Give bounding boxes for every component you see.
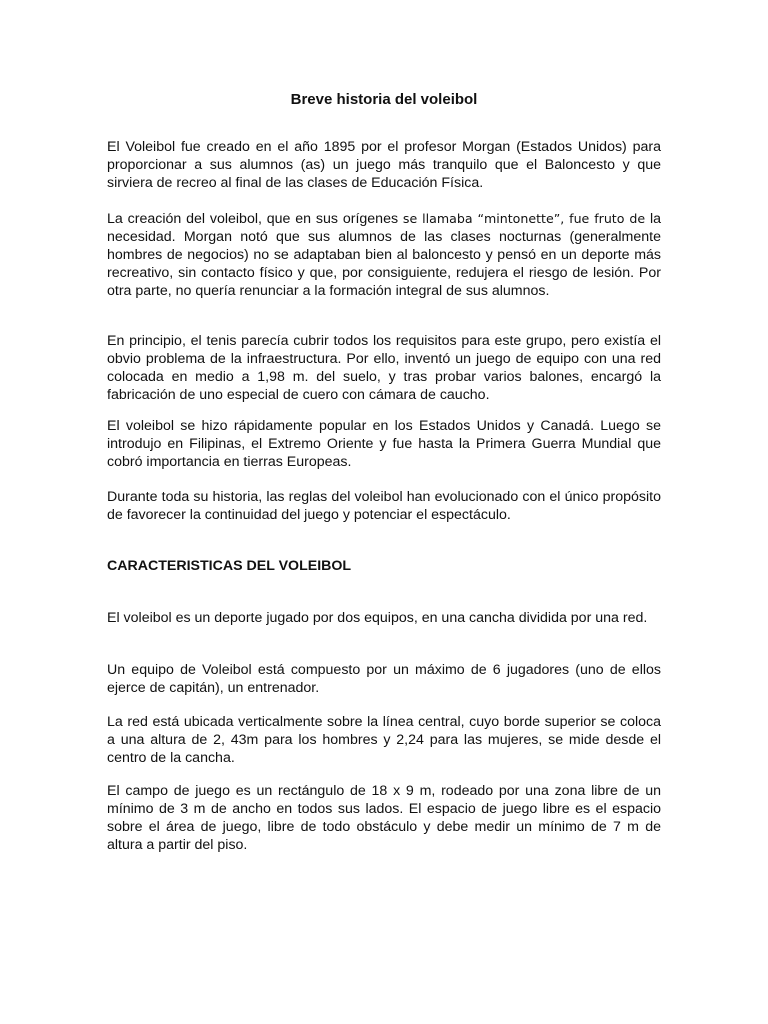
characteristics-paragraph-1: El voleibol es un deporte jugado por dos equipos, en una cancha dividida por una red.	[107, 610, 648, 626]
history-paragraph-2-alt-font-text: se llamaba “mintonette”, fue fruto de	[402, 211, 646, 226]
history-paragraph-2	[107, 210, 661, 300]
characteristics-paragraph-4: El campo de juego es un rectángulo de 18 x 9 m, rodeado por una zona libre de un mínimo de 3 m de ancho en todos sus lados. El espacio de juego libre es el espacio sobre el área de juego, libre de todo obstáculo y debe medir un mínimo de 7 m de altura a partir del piso.	[107, 783, 661, 853]
document-title: Breve historia del voleibol	[290, 91, 478, 108]
history-paragraph-2-end: la necesidad. Morgan notó que sus alumnos de las clases nocturnas (generalmente hombres de negocios) no se adaptaban bien al baloncesto y pensó en un deporte más recreativo, sin contacto físico y que, por consiguiente, redujera el riesgo de lesión. Por otra parte, no quería renunciar a la formación integral de sus alumnos.	[107, 211, 661, 299]
history-paragraph-1: El Voleibol fue creado en el año 1895 por el profesor Morgan (Estados Unidos) para proporcionar a sus alumnos (as) un juego más tranquilo que el Baloncesto y que sirviera de recreo al final de las clases de Educación Física.	[107, 139, 661, 191]
history-paragraph-5: Durante toda su historia, las reglas del voleibol han evolucionado con el único propósito de favorecer la continuidad del juego y potenciar el espectáculo.	[107, 489, 661, 523]
history-paragraph-2-start: La creación del voleibol, que en sus orígenes	[107, 211, 403, 227]
characteristics-paragraph-3: La red está ubicada verticalmente sobre la línea central, cuyo borde superior se coloca a una altura de 2, 43m para los hombres y 2,24 para las mujeres, se mide desde el centro de la cancha.	[107, 714, 661, 766]
history-paragraph-4: El voleibol se hizo rápidamente popular en los Estados Unidos y Canadá. Luego se introdujo en Filipinas, el Extremo Oriente y fue hasta la Primera Guerra Mundial que cobró importancia en tierras Europeas.	[107, 418, 661, 470]
history-paragraph-3: En principio, el tenis parecía cubrir todos los requisitos para este grupo, pero existía el obvio problema de la infraestructura. Por ello, inventó un juego de equipo con una red colocada en medio a 1,98 m. del suelo, y tras probar varios balones, encargó la fabricación de uno especial de cuero con cámara de caucho.	[107, 333, 661, 403]
section-heading-characteristics: CARACTERISTICAS DEL VOLEIBOL	[107, 558, 352, 574]
characteristics-paragraph-2: Un equipo de Voleibol está compuesto por un máximo de 6 jugadores (uno de ellos ejerce de capitán), un entrenador.	[107, 662, 661, 696]
